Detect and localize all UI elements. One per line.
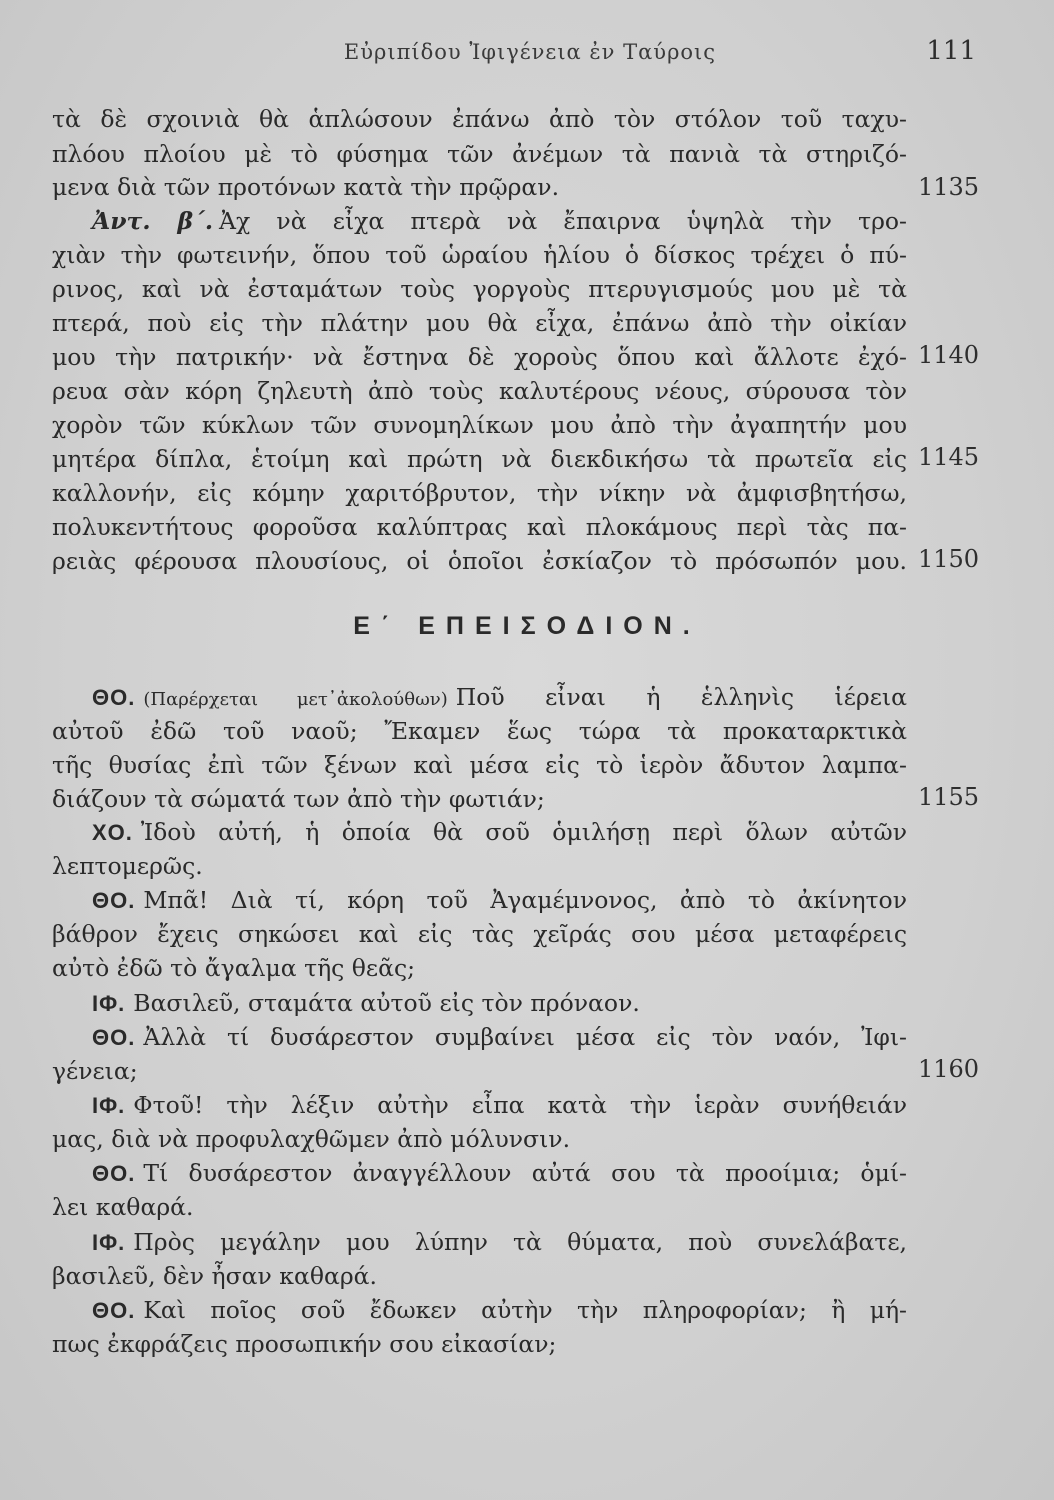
line-number: 1140 [918, 341, 980, 369]
speaker-label: ΘΟ. [92, 685, 136, 710]
text-line: διάζουν τὰ σώματά των ἀπὸ τὴν φωτιάν; [52, 785, 545, 813]
text-line: μας, διὰ νὰ προφυλαχθῶμεν ἀπὸ μόλυνσιν. [52, 1125, 571, 1153]
speaker-label: ΧΟ. [92, 820, 133, 845]
speaker-label: ΘΟ. [92, 1025, 136, 1050]
line-text: Βασιλεῦ, σταμάτα αὐτοῦ εἰς τὸν πρόναον. [133, 989, 640, 1017]
text-line: βάθρον ἔχεις σηκώσει καὶ εἰς τὰς χεῖράς σου μέσα μεταφέρεις [52, 920, 907, 948]
line-number: 1145 [918, 443, 980, 471]
text-line: αὐτοῦ ἐδῶ τοῦ ναοῦ; Ἔκαμεν ἕως τώρα τὰ προκαταρκτικὰ [52, 717, 907, 745]
speaker-label: Ἀντ. β΄. [92, 207, 213, 235]
text-line [92, 204, 907, 238]
line-number: 1155 [918, 783, 980, 811]
line-text: Ἀχ νὰ εἶχα πτερὰ νὰ ἔπαιρνα ὑψηλὰ τὴν τρο- [219, 207, 907, 235]
line-text: Τί δυσάρεστον ἀναγγέλλουν αὐτά σου τὰ προοίμια; ὁμί- [143, 1159, 907, 1187]
line-text: Ἰδοὺ αὐτή, ἡ ὁποία θὰ σοῦ ὁμιλήσῃ περὶ ὅλων αὐτῶν [140, 818, 907, 846]
text-line: μητέρα δίπλα, ἑτοίμη καὶ πρώτη νὰ διεκδικήσω τὰ πρωτεῖα εἰς [52, 445, 907, 473]
text-line: τῆς θυσίας ἐπὶ τῶν ξένων καὶ μέσα εἰς τὸ ἱερὸν ἄδυτον λαμπα- [52, 751, 907, 779]
text-line: γένεια; [52, 1057, 138, 1085]
dialogue-line [92, 1225, 907, 1259]
text-line: καλλονήν, εἰς κόμην χαριτόβρυτον, τὴν νίκην νὰ ἀμφισβητήσω, [52, 479, 907, 507]
speaker-label: ΙΦ. [92, 1093, 126, 1118]
line-number: 1160 [918, 1055, 980, 1083]
speaker-label: ΙΦ. [92, 991, 126, 1016]
text-line: ρευα σὰν κόρη ζηλευτὴ ἀπὸ τοὺς καλυτέρους νέους, σύρουσα τὸν [52, 377, 907, 405]
text-line: πλόου πλοίου μὲ τὸ φύσημα τῶν ἀνέμων τὰ πανιὰ τὰ στηριζό- [52, 140, 907, 168]
dialogue-line [92, 883, 907, 917]
line-text: Φτοῦ! τὴν λέξιν αὐτὴν εἶπα κατὰ τὴν ἱερὰν συνήθειάν [133, 1091, 907, 1119]
dialogue-line [92, 815, 907, 849]
line-text: Μπᾶ! Διὰ τί, κόρη τοῦ Ἀγαμέμνονος, ἀπὸ τὸ ἀκίνητον [143, 886, 907, 914]
text-line: αὐτὸ ἐδῶ τὸ ἄγαλμα τῆς θεᾶς; [52, 954, 416, 982]
line-number: 1150 [918, 545, 980, 573]
section-title: Ε΄ ΕΠΕΙΣΟΔΙΟΝ. [353, 612, 701, 640]
text-line: λεπτομερῶς. [52, 852, 203, 880]
dialogue-line [92, 1293, 907, 1327]
speaker-label: ΘΟ. [92, 1161, 136, 1186]
line-text: Καὶ ποῖος σοῦ ἔδωκεν αὐτὴν τὴν πληροφορίαν; ἢ μή- [143, 1296, 907, 1324]
speaker-label: ΘΟ. [92, 1298, 136, 1323]
running-head: Εὐριπίδου Ἰφιγένεια ἐν Ταύροις [343, 40, 717, 64]
line-number: 1135 [918, 173, 980, 201]
dialogue-line [92, 680, 907, 714]
text-line: χορὸν τῶν κύκλων τῶν συνομηλίκων μου ἀπὸ τὴν ἀγαπητήν μου [52, 411, 907, 439]
text-line: τὰ δὲ σχοινιὰ θὰ ἁπλώσουν ἐπάνω ἀπὸ τὸν στόλον τοῦ ταχυ- [52, 105, 907, 133]
text-line: μου τὴν πατρικήν· νὰ ἔστηνα δὲ χοροὺς ὅπου καὶ ἄλλοτε ἐχό- [52, 343, 907, 371]
text-line: μενα διὰ τῶν προτόνων κατὰ τὴν πρῷραν. [52, 173, 560, 201]
text-line: ρινος, καὶ νὰ ἐσταμάτων τοὺς γοργοὺς πτερυγισμούς μου μὲ τὰ [52, 275, 907, 303]
text-line: βασιλεῦ, δὲν ἦσαν καθαρά. [52, 1262, 377, 1290]
stage-direction: (Παρέρχεται μετ᾽ἀκολούθων) [143, 689, 448, 710]
text-line: χιὰν τὴν φωτεινήν, ὅπου τοῦ ὡραίου ἡλίου ὁ δίσκος τρέχει ὁ πύ- [52, 241, 907, 269]
dialogue-line [92, 1088, 907, 1122]
line-text: Ἀλλὰ τί δυσάρεστον συμβαίνει μέσα εἰς τὸν ναόν, Ἰφι- [143, 1023, 907, 1051]
dialogue-line [92, 1020, 907, 1054]
dialogue-line [92, 986, 907, 1020]
text-line: ρειὰς φέρουσα πλουσίους, οἱ ὁποῖοι ἐσκίαζον τὸ πρόσωπόν μου. [52, 547, 907, 575]
speaker-label: ΙΦ. [92, 1230, 126, 1255]
text-line: πως ἐκφράζεις προσωπικήν σου εἰκασίαν; [52, 1330, 557, 1358]
speaker-label: ΘΟ. [92, 888, 136, 913]
text-line: πτερά, ποὺ εἰς τὴν πλάτην μου θὰ εἶχα, ἐπάνω ἀπὸ τὴν οἰκίαν [52, 309, 907, 337]
line-text: Πρὸς μεγάλην μου λύπην τὰ θύματα, ποὺ συνελάβατε, [133, 1228, 907, 1256]
text-line: λει καθαρά. [52, 1193, 194, 1221]
page-number: 111 [926, 36, 976, 66]
line-text: Ποῦ εἶναι ἡ ἑλληνὶς ἱέρεια [455, 683, 907, 711]
dialogue-line [92, 1156, 907, 1190]
text-line: πολυκεντήτους φοροῦσα καλύπτρας καὶ πλοκάμους περὶ τὰς πα- [52, 513, 907, 541]
